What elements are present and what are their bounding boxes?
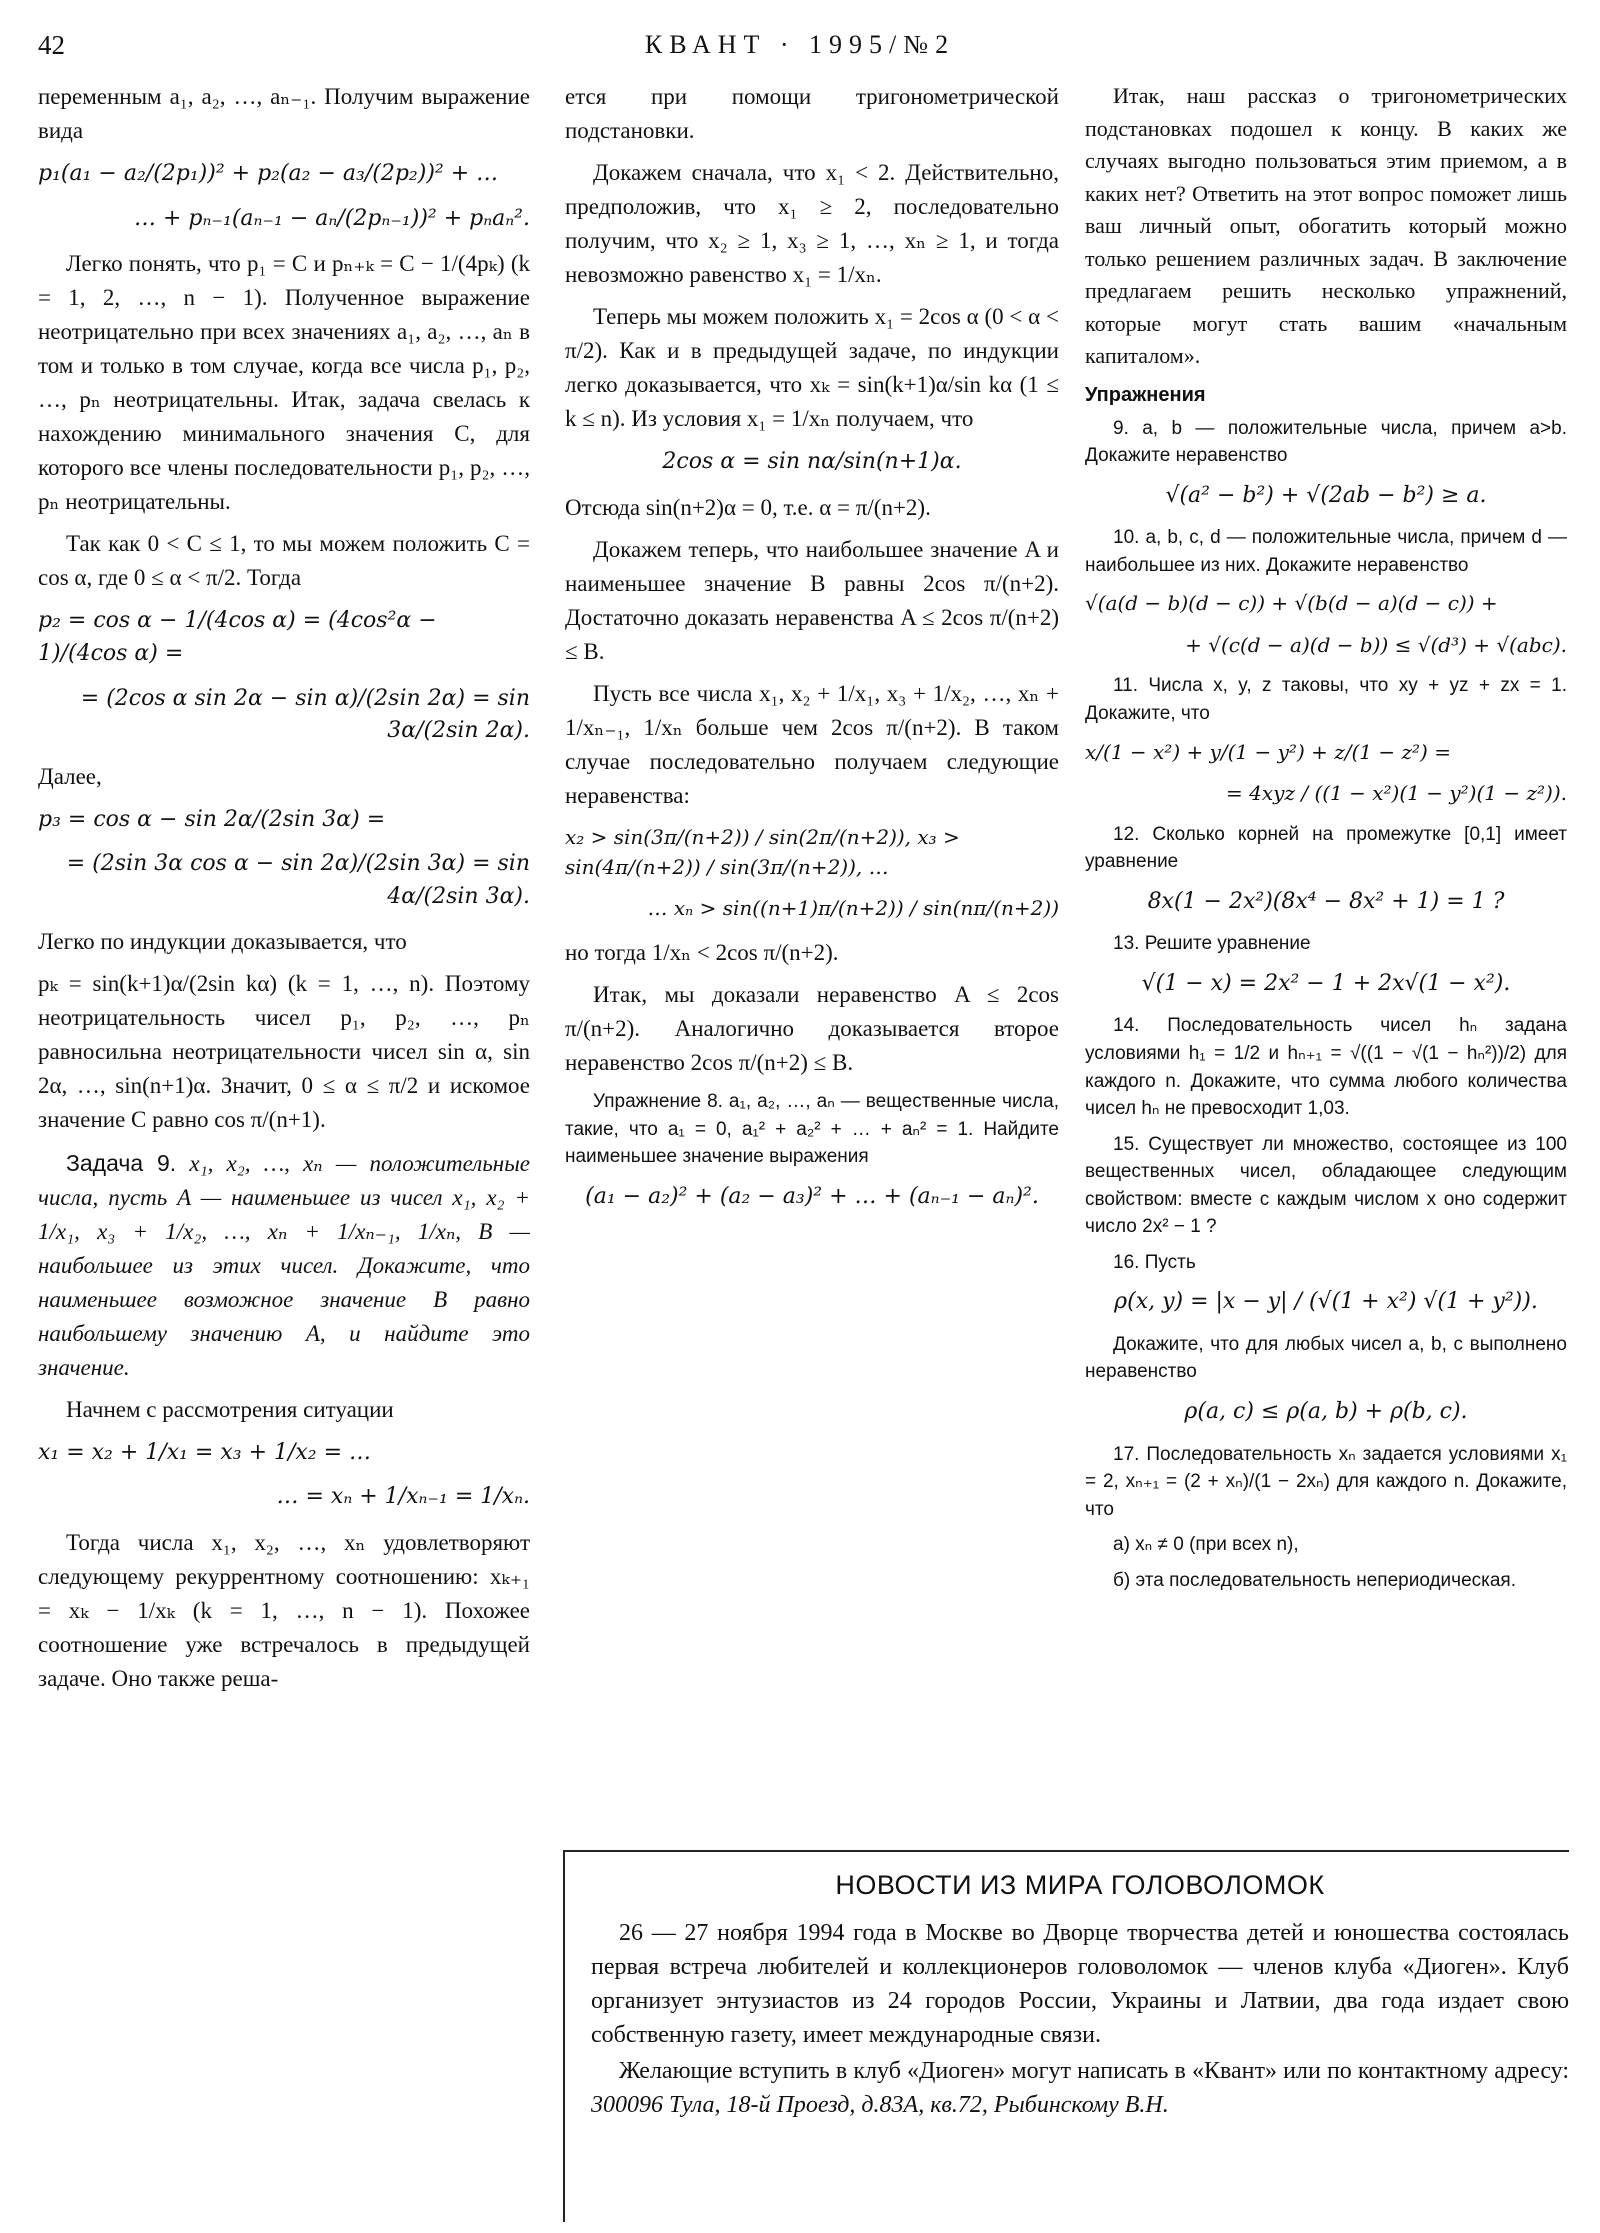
news-box <box>563 1850 1569 2222</box>
exercise-8-text: a₁, a₂, …, aₙ — вещественные числа, такие, что a₁ = 0, a₁² + a₂² + … + aₙ² = 1. Найдите наименьшее значение выражения <box>565 1091 1059 1168</box>
paragraph: Пусть все числа x₁, x₂ + 1/x₁, x₃ + 1/x₂, …, xₙ + 1/xₙ₋₁, 1/xₙ больше чем 2cos π/(n+2). В таком случае последовательно получаем следующие неравенства: <box>565 681 1059 809</box>
formula: ρ(a, c) ≤ ρ(a, b) + ρ(b, c). <box>1184 1399 1468 1425</box>
formula: … + pₙ₋₁(aₙ₋₁ − aₙ/(2pₙ₋₁))² + pₙaₙ². <box>133 205 530 231</box>
exercise: 11. Числа x, y, z таковы, что xy + yz + zx = 1. Докажите, что <box>1085 675 1567 724</box>
column-3 <box>1085 80 1567 1602</box>
task-9-label: Задача 9. <box>66 1149 177 1176</box>
exercise: 15. Существует ли множество, состоящее из 100 вещественных чисел, обладающее следующим свойством: вместе с каждым числом x оно содержит число 2x² − 1 ? <box>1085 1133 1567 1238</box>
formula: 2cos α = sin nα/sin(n+1)α. <box>662 449 962 475</box>
paragraph: Далее, <box>38 763 102 789</box>
paragraph: переменным a₁, a₂, …, aₙ₋₁. Получим выражение вида <box>38 84 530 144</box>
formula: … xₙ > sin((n+1)π/(n+2)) / sin(nπ/(n+2)) <box>647 896 1059 921</box>
exercise-8-label: Упражнение 8. <box>593 1091 723 1113</box>
formula: x₁ = x₂ + 1/x₁ = x₃ + 1/x₂ = … <box>38 1439 372 1465</box>
news-contact-text: Желающие вступить в клуб «Диоген» могут написать в «Квант» или по контактному адресу: <box>619 2058 1569 2085</box>
paragraph: Легко понять, что p₁ = C и pₙ₊ₖ = C − 1/(4pₖ) (k = 1, 2, …, n − 1). Полученное выражение неотрицательно при всех значениях a₁, a₂, …, aₙ в том и только в том случае, когда все числа p₁, p₂, …, pₙ неотрицательны. Итак, задача свелась к нахождению минимального значения C, для которого все члены последовательности p₁, p₂, …, pₙ неотрицательны. <box>38 251 530 515</box>
paragraph: но тогда 1/xₙ < 2cos π/(n+2). <box>565 939 839 965</box>
paragraph: Легко по индукции доказывается, что <box>38 929 407 955</box>
paragraph: ется при помощи тригонометрической подстановки. <box>565 84 1059 144</box>
page-number: 42 <box>38 30 65 60</box>
exercise: 10. a, b, c, d — положительные числа, причем d — наибольшее из них. Докажите неравенство <box>1085 527 1567 576</box>
formula: ρ(x, y) = |x − y| / (√(1 + x²) √(1 + y²)). <box>1114 1289 1538 1315</box>
paragraph: Итак, мы доказали неравенство A ≤ 2cos π/(n+2). Аналогично доказывается второе неравенство 2cos π/(n+2) ≤ B. <box>565 981 1059 1076</box>
formula: = (2sin 3α cos α − sin 2α)/(2sin 3α) = sin 4α/(2sin 3α). <box>66 851 530 909</box>
paragraph: Так как 0 < C ≤ 1, то мы можем положить C = cos α, где 0 ≤ α < π/2. Тогда <box>38 531 530 591</box>
formula: = 4xyz / ((1 − x²)(1 − y²)(1 − z²)). <box>1226 781 1567 806</box>
exercise: Докажите, что для любых чисел a, b, c выполнено неравенство <box>1085 1333 1567 1383</box>
formula: p₁(a₁ − a₂/(2p₁))² + p₂(a₂ − a₃/(2p₂))² + … <box>38 161 499 187</box>
paragraph: Теперь мы можем положить x₁ = 2cos α (0 < α < π/2). Как и в предыдущей задаче, по индукции легко доказывается, что xₖ = sin(k+1)α/sin kα (1 ≤ k ≤ n). Из условия x₁ = 1/xₙ получаем, что <box>565 304 1059 432</box>
news-title: НОВОСТИ ИЗ МИРА ГОЛОВОЛОМОК <box>835 1870 1325 1900</box>
exercise: 16. Пусть <box>1113 1251 1196 1273</box>
task-9-text: x₁, x₂, …, xₙ — положительные числа, пусть A — наименьшее из чисел x₁, x₂ + 1/x₁, x₃ + 1/x₂, …, xₙ + 1/xₙ₋₁, 1/xₙ, B — наибольшее из этих чисел. Докажите, что наименьшее возможное значение B равно наибольшему значению A, и найдите это значение. <box>38 1150 530 1380</box>
formula: = (2cos α sin 2α − sin α)/(2sin 2α) = sin 3α/(2sin 2α). <box>80 685 530 744</box>
column-1 <box>38 80 530 1704</box>
exercise-8 <box>565 1088 1059 1171</box>
exercise-item: б) эта последовательность непериодическая. <box>1113 1569 1516 1591</box>
formula: p₃ = cos α − sin 2α/(2sin 3α) = <box>38 806 386 832</box>
news-paragraph: 26 — 27 ноября 1994 года в Москве во Дворце творчества детей и юношества состоялась первая встреча любителей и коллекционеров головоломок — членов клуба «Диоген». Клуб организует энтузиастов из 24 городов России, Украины и Латвии, два года издает свою собственную газету, имеет международные связи. <box>591 1919 1569 2049</box>
formula: √(a(d − b)(d − c)) + √(b(d − a)(d − c)) + <box>1085 591 1498 616</box>
exercise: 14. Последовательность чисел hₙ задана условиями h₁ = 1/2 и hₙ₊₁ = √((1 − √(1 − hₙ²))/2) для каждого n. Докажите, что сумма любого количества чисел hₙ не превосходит 1,03. <box>1085 1015 1567 1120</box>
column-2 <box>565 80 1059 1225</box>
running-head: КВАНТ · 1995/№2 <box>644 30 956 59</box>
paragraph: Докажем теперь, что наибольшее значение A и наименьшее значение B равны 2cos π/(n+2). Достаточно доказать неравенства A ≤ 2cos π/(n+2) ≤ B. <box>565 536 1059 664</box>
paragraph: Итак, наш рассказ о тригонометрических подстановках подошел к концу. В каких же случаях выгодно пользоваться этим приемом, а в каких нет? Ответить на этот вопрос поможет лишь ваш личный опыт, обогатить который можно только решением различных задач. В заключение предлагаем решить несколько упражнений, которые могут стать вашим «начальным капиталом». <box>1085 83 1567 369</box>
formula: x₂ > sin(3π/(n+2)) / sin(2π/(n+2)), x₃ > sin(4π/(n+2)) / sin(3π/(n+2)), … <box>565 825 960 879</box>
paragraph: Докажем сначала, что x₁ < 2. Действительно, предположив, что x₁ ≥ 2, последовательно получим, что x₂ ≥ 1, x₃ ≥ 1, …, xₙ ≥ 1, и тогда невозможно равенство x₁ = 1/xₙ. <box>565 160 1059 288</box>
paragraph: Начнем с рассмотрения ситуации <box>66 1396 394 1422</box>
news-address: 300096 Тула, 18-й Проезд, д.83А, кв.72, Рыбинскому В.Н. <box>591 2092 1169 2119</box>
paragraph: pₖ = sin(k+1)α/(2sin kα) (k = 1, …, n). Поэтому неотрицательность чисел p₁, p₂, …, pₙ равносильна неотрицательности чисел sin α, sin 2α, …, sin(n+1)α. Значит, 0 ≤ α ≤ π/2 и искомое значение C равно cos π/(n+1). <box>38 971 530 1133</box>
paragraph: Отсюда sin(n+2)α = 0, т.е. α = π/(n+2). <box>565 494 931 520</box>
formula: + √(c(d − a)(d − b)) ≤ √(d³) + √(abc). <box>1185 632 1567 657</box>
exercise: 13. Решите уравнение <box>1113 933 1311 955</box>
exercise: 12. Сколько корней на промежутке [0,1] имеет уравнение <box>1085 823 1567 873</box>
formula: p₂ = cos α − 1/(4cos α) = (4cos²α − 1)/(4cos α) = <box>38 608 437 667</box>
formula: √(a² − b²) + √(2ab − b²) ≥ a. <box>1165 482 1487 508</box>
formula: (a₁ − a₂)² + (a₂ − a₃)² + … + (aₙ₋₁ − aₙ)². <box>585 1183 1039 1209</box>
formula: … = xₙ + 1/xₙ₋₁ = 1/xₙ. <box>276 1484 530 1510</box>
exercises-heading: Упражнения <box>1085 383 1206 406</box>
exercise: 17. Последовательность xₙ задается условиями x₁ = 2, xₙ₊₁ = (2 + xₙ)/(1 − 2xₙ) для каждого n. Докажите, что <box>1085 1443 1567 1520</box>
news-paragraph <box>591 2054 1569 2122</box>
task-9 <box>38 1146 530 1385</box>
formula: x/(1 − x²) + y/(1 − y²) + z/(1 − z²) = <box>1085 739 1451 764</box>
formula: 8x(1 − 2x²)(8x⁴ − 8x² + 1) = 1 ? <box>1147 888 1505 914</box>
formula: √(1 − x) = 2x² − 1 + 2x√(1 − x²). <box>1141 970 1511 996</box>
exercise-item: а) xₙ ≠ 0 (при всех n), <box>1113 1534 1299 1556</box>
exercise: 9. a, b — положительные числа, причем a>b. Докажите неравенство <box>1085 417 1567 467</box>
paragraph: Тогда числа x₁, x₂, …, xₙ удовлетворяют следующему рекуррентному соотношению: xₖ₊₁ = xₖ − 1/xₖ (k = 1, …, n − 1). Похожее соотношение уже встречалось в предыдущей задаче. Оно также реша- <box>38 1529 530 1691</box>
